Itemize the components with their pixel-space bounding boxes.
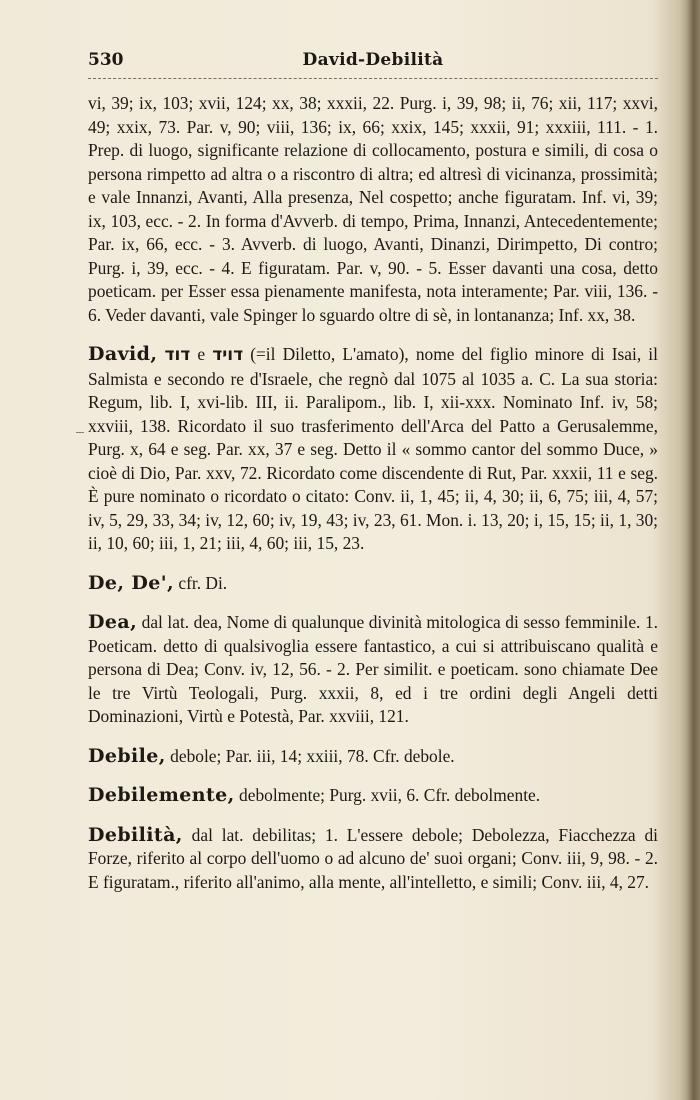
entry-debilemente [88,784,658,808]
connector: e [197,344,206,364]
book-spine-edge [686,0,700,1100]
entry-text: debole; Par. iii, 14; xxiii, 78. Cfr. debole. [170,745,455,766]
headword: David, [88,343,158,365]
entry-text: dal lat. dea, Nome di qualunque divinità mitologica di sesso femminile. 1. Poeticam. detto di qualsivoglia essere fantastico, a cui si attribuiscano qualità e persona di Dea; Conv. iv, 12, 56. - 2. Per similit. e poeticam. sono chiamate Dee le tre Virtù Teologali, Purg. xxxii, 8, ed i tre ordini degli Angeli detti Dominazioni, Virtù e Potestà, Par. xxviii, 121. [88,612,658,726]
headword: Debilità, [88,823,183,846]
header-rule [88,78,658,79]
entry-dea [88,611,658,729]
page-header [88,44,658,78]
running-title: David-Debilità [302,50,444,70]
entry-de [88,572,658,596]
hebrew-word: דוד [164,345,191,365]
headword: Debile, [88,744,166,767]
entry-debile [88,745,658,769]
entry-text: dal lat. debilitas; 1. L'essere debole; Debolezza, Fiacchezza di Forze, riferito al corpo dell'uomo o ad alcuno de' suoi organi; Conv. iii, 9, 98. - 2. E figuratam., riferito all'animo, alla mente, all'intelletto, e simili; Conv. iii, 4, 27. [88,824,658,892]
headword: De, De', [88,571,174,594]
entry-text: cfr. Di. [178,572,228,593]
page-number: 530 [88,50,124,70]
entry-text: debolmente; Purg. xvii, 6. Cfr. debolmente. [239,785,541,805]
headword: Dea, [88,611,138,633]
hebrew-word: דויד [212,345,244,365]
entry-debilita [88,824,658,895]
margin-mark [76,432,84,433]
dictionary-text [88,92,658,910]
headword: Debilemente, [88,784,235,806]
entry-text: vi, 39; ix, 103; xvii, 124; xx, 38; xxxii, 22. Purg. i, 39, 98; ii, 76; xii, 117; xxvi, 49; xxix, 73. Par. v, 90; viii, 136; ix, 66; xxix, 145; xxxii, 91; xxxiii, 111. - 1. Prep. di luogo, significante relazione di collocamento, postura e simili, di cosa o persona rimpetto ad altra o a riscontro di altra; ed altresì di vicinanza, prossimità; e vale Innanzi, Avanti, Alla presenza, Nel cospetto; anche figuratam. Inf. vi, 39; ix, 103, ecc. - 2. In forma d'Avverb. di tempo, Prima, Innanzi, Antecedentemente; Par. ix, 66, ecc. - 3. Avverb. di luogo, Avanti, Dinanzi, Dirimpetto, Di contro; Purg. i, 39, ecc. - 4. E figuratam. Par. v, 90. - 5. Esser davanti una cosa, detto poeticam. per Esser essa pienamente manifesta, nota interamente; Par. viii, 136. - 6. Veder davanti, vale Spinger lo sguardo oltre di sè, in lontananza; Inf. xx, 38. [88,93,658,325]
entry-davanti-continued [88,92,658,327]
entry-text: (=il Diletto, L'amato), nome del figlio minore di Isai, il Salmista e secondo re d'Israele, che regnò dal 1075 al 1035 a. C. La sua storia: Regum, lib. I, xvi-lib. III, ii. Paralipom., lib. I, xii-xxx. Nominato Inf. iv, 58; xxviii, 138. Ricordato il suo trasferimento dell'Arca del Patto a Gerusalemme, Purg. x, 64 e seg. Par. xx, 37 e seg. Detto il « sommo cantor del sommo Duce, » cioè di Dio, Par. xxv, 72. Ricordato come discendente di Rut, Par. xxxii, 11 e seg. È pure nominato o ricordato o citato: Conv. ii, 1, 45; ii, 4, 30; ii, 6, 75; iii, 4, 57; iv, 5, 29, 33, 34; iv, 12, 60; iv, 19, 43; iv, 23, 61. Mon. i. 13, 20; i, 15, 15; ii, 1, 30; ii, 10, 60; iii, 1, 21; iii, 4, 60; iii, 15, 23. [88,344,658,553]
entry-david [88,343,658,556]
